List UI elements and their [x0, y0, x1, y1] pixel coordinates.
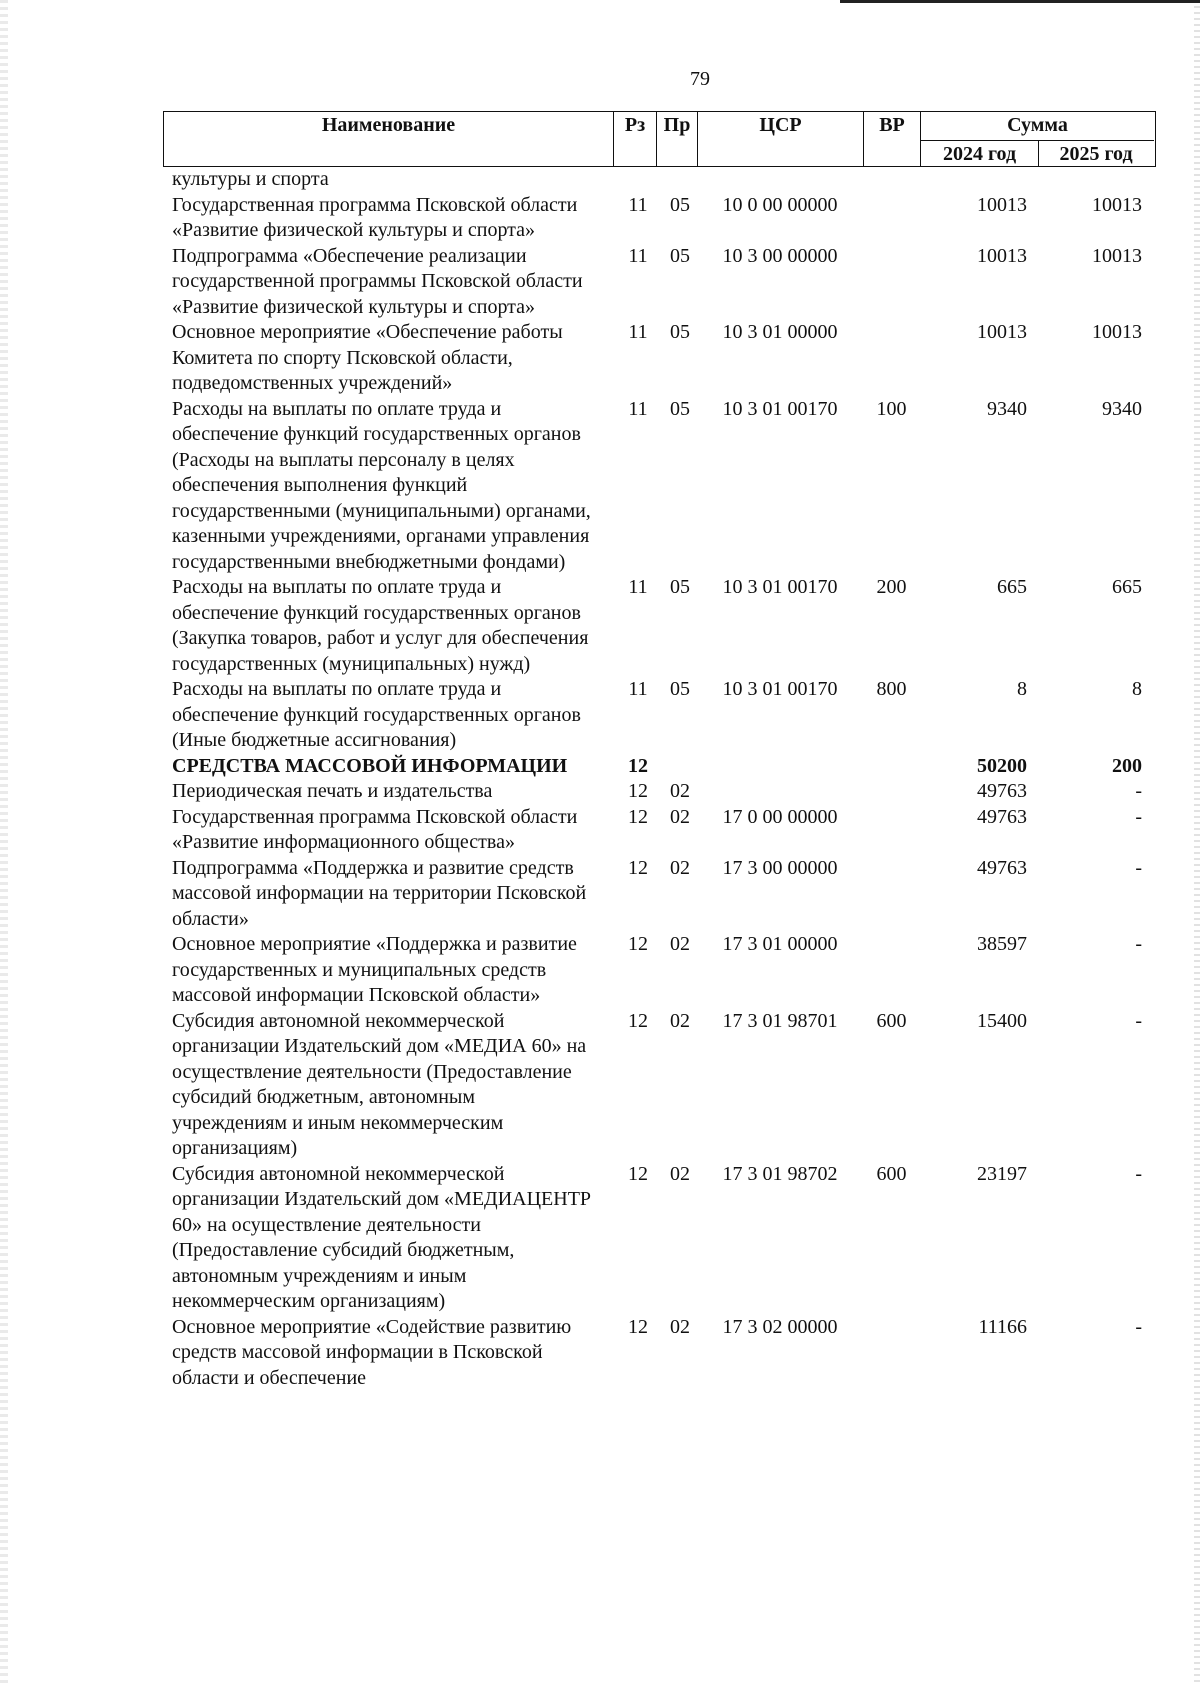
row-pr: 02	[670, 1162, 690, 1185]
row-sum-2025: 10013	[1092, 321, 1142, 343]
table-row	[163, 167, 1156, 193]
row-rz: 12	[628, 933, 648, 955]
header-year-2025: 2025 год	[1059, 143, 1133, 165]
row-pr: 02	[670, 856, 690, 879]
row-pr: 05	[670, 576, 690, 598]
table-body	[163, 167, 1156, 1391]
page-number	[0, 68, 1200, 91]
header-name: Наименование	[321, 114, 456, 136]
row-vr: 200	[876, 576, 907, 598]
row-rz: 12	[628, 856, 648, 879]
table-row	[163, 1315, 1156, 1392]
header-vr: ВР	[879, 114, 905, 136]
row-sum-2025: 8	[1132, 678, 1142, 700]
row-rz: 11	[628, 678, 648, 700]
row-sum-2024: 23197	[977, 1162, 1027, 1185]
header-sum: Сумма	[1007, 114, 1068, 136]
header-sum-cell	[921, 112, 1154, 166]
row-sum-2024: 10013	[977, 244, 1027, 267]
header-year-row	[921, 140, 1154, 167]
top-border-line	[840, 0, 1200, 3]
header-vr-cell	[864, 112, 921, 166]
row-name: Периодическая печать и издательства	[172, 780, 493, 802]
row-pr: 02	[670, 933, 690, 955]
row-name: Субсидия автономной некоммерческой организации Издательский дом «МЕДИАЦЕНТР 60» на осуществление деятельности (Предоставление субсидий бюджетным, автономным учреждениям и иным некоммерческим организациям)	[172, 1162, 592, 1312]
row-pr: 05	[670, 193, 690, 216]
row-csr: 17 3 01 98701	[722, 1009, 838, 1032]
row-csr: 10 3 01 00170	[722, 576, 838, 598]
table-row	[163, 856, 1156, 933]
row-name: Субсидия автономной некоммерческой организации Издательский дом «МЕДИА 60» на осуществление деятельности (Предоставление субсидий бюджетным, автономным учреждениям и иным некоммерческим организациям)	[172, 1009, 587, 1159]
row-rz: 12	[628, 1162, 648, 1185]
row-name: Основное мероприятие «Поддержка и развитие государственных и муниципальных средств массовой информации Псковской области»	[172, 933, 577, 1006]
row-name: Расходы на выплаты по оплате труда и обеспечение функций государственных органов (Иные бюджетные ассигнования)	[172, 678, 581, 751]
row-sum-2024: 10013	[977, 321, 1027, 343]
header-rz-cell	[614, 112, 657, 166]
header-rz: Рз	[624, 114, 646, 136]
row-sum-2024: 49763	[977, 856, 1027, 879]
row-pr: 02	[670, 1315, 690, 1338]
row-pr: 02	[670, 1009, 690, 1032]
row-vr: 600	[876, 1162, 907, 1185]
row-name: Государственная программа Псковской области «Развитие физической культуры и спорта»	[172, 193, 578, 241]
row-rz: 12	[628, 1315, 648, 1338]
row-sum-2025: -	[1135, 1009, 1142, 1032]
header-csr-cell	[698, 112, 864, 166]
table-header	[163, 111, 1156, 167]
row-sum-2024: 665	[997, 576, 1027, 598]
row-sum-2025: 9340	[1102, 397, 1142, 420]
row-pr: 02	[670, 780, 690, 802]
row-sum-2024: 11166	[978, 1315, 1027, 1338]
row-name: Основное мероприятие «Содействие развитию средств массовой информации в Псковской области и обеспечение	[172, 1315, 572, 1389]
row-sum-2025: 10013	[1092, 193, 1142, 216]
row-rz: 11	[628, 576, 648, 598]
header-name-cell	[164, 112, 614, 166]
row-rz: 12	[628, 754, 648, 777]
row-csr: 10 3 01 00170	[722, 678, 838, 700]
table-row	[163, 1162, 1156, 1315]
header-csr: ЦСР	[759, 114, 802, 136]
row-rz: 11	[628, 397, 648, 420]
row-vr: 800	[876, 678, 907, 700]
row-sum-2025: 665	[1112, 576, 1142, 598]
row-pr: 02	[670, 805, 690, 828]
table-row	[163, 805, 1156, 856]
row-name: культуры и спорта	[172, 168, 329, 190]
row-pr: 05	[670, 678, 690, 700]
row-sum-2024: 8	[1017, 678, 1027, 700]
row-csr: 17 3 02 00000	[722, 1315, 838, 1338]
header-pr: Пр	[663, 114, 691, 136]
row-rz: 11	[628, 193, 648, 216]
row-rz: 11	[628, 321, 648, 343]
row-sum-2024: 38597	[977, 933, 1027, 955]
table-row	[163, 244, 1156, 321]
row-csr: 17 0 00 00000	[722, 805, 838, 828]
table-row	[163, 193, 1156, 244]
row-rz: 12	[628, 1009, 648, 1032]
row-csr: 17 3 01 98702	[722, 1162, 838, 1185]
row-sum-2025: -	[1135, 933, 1142, 955]
table-row	[163, 932, 1156, 1009]
row-csr: 10 3 01 00000	[722, 321, 838, 343]
table-row	[163, 677, 1156, 754]
row-name: Расходы на выплаты по оплате труда и обеспечение функций государственных органов (Расходы на выплаты персоналу в целях обеспечения выполнения функций государственными (муниципальными) органами, казенными учреждениями, органами управления государственными внебюджетными фондами)	[172, 397, 591, 573]
row-sum-2024: 49763	[977, 780, 1027, 802]
table-row	[163, 1009, 1156, 1162]
row-sum-2025: -	[1135, 805, 1142, 828]
row-sum-2024: 9340	[987, 397, 1027, 420]
table-row	[163, 779, 1156, 805]
row-sum-2024: 10013	[977, 193, 1027, 216]
row-sum-2025: -	[1135, 1162, 1142, 1185]
row-csr: 10 0 00 00000	[722, 193, 838, 216]
row-pr: 05	[670, 244, 690, 267]
row-sum-2024: 49763	[977, 805, 1027, 828]
row-csr: 17 3 01 00000	[722, 933, 838, 955]
row-name: Расходы на выплаты по оплате труда и обеспечение функций государственных органов (Закупка товаров, работ и услуг для обеспечения государственных (муниципальных) нужд)	[172, 576, 589, 675]
row-pr: 05	[670, 397, 690, 420]
row-name: Подпрограмма «Обеспечение реализации государственной программы Псковской области «Развитие физической культуры и спорта»	[172, 244, 583, 318]
row-vr: 100	[876, 397, 907, 420]
row-rz: 12	[628, 805, 648, 828]
table-row	[163, 575, 1156, 677]
header-pr-cell	[657, 112, 698, 166]
row-csr: 10 3 01 00170	[722, 397, 838, 420]
table-row	[163, 320, 1156, 397]
row-rz: 12	[628, 780, 648, 802]
row-name: Государственная программа Псковской области «Развитие информационного общества»	[172, 805, 578, 853]
row-csr: 10 3 00 00000	[722, 244, 838, 267]
page-number-text: 79	[690, 68, 710, 90]
row-sum-2025: -	[1135, 1315, 1142, 1338]
row-sum-2025: 10013	[1092, 244, 1142, 267]
row-name: Основное мероприятие «Обеспечение работы Комитета по спорту Псковской области, подведомственных учреждений»	[172, 321, 563, 394]
header-year-2024: 2024 год	[921, 141, 1039, 167]
scan-right-edge	[1194, 0, 1200, 1686]
row-sum-2025: -	[1135, 856, 1142, 879]
row-name: Подпрограмма «Поддержка и развитие средств массовой информации на территории Псковской области»	[172, 856, 587, 930]
scan-left-edge	[0, 0, 8, 1686]
row-sum-2025: 200	[1112, 754, 1142, 777]
row-sum-2024: 50200	[977, 754, 1027, 777]
table-row	[163, 754, 1156, 780]
table-row	[163, 397, 1156, 576]
row-name: СРЕДСТВА МАССОВОЙ ИНФОРМАЦИИ	[172, 754, 568, 777]
row-csr: 17 3 00 00000	[722, 856, 838, 879]
row-rz: 11	[628, 244, 648, 267]
row-pr: 05	[670, 321, 690, 343]
row-vr: 600	[876, 1009, 907, 1032]
row-sum-2024: 15400	[977, 1009, 1027, 1032]
row-sum-2025: -	[1135, 780, 1142, 802]
